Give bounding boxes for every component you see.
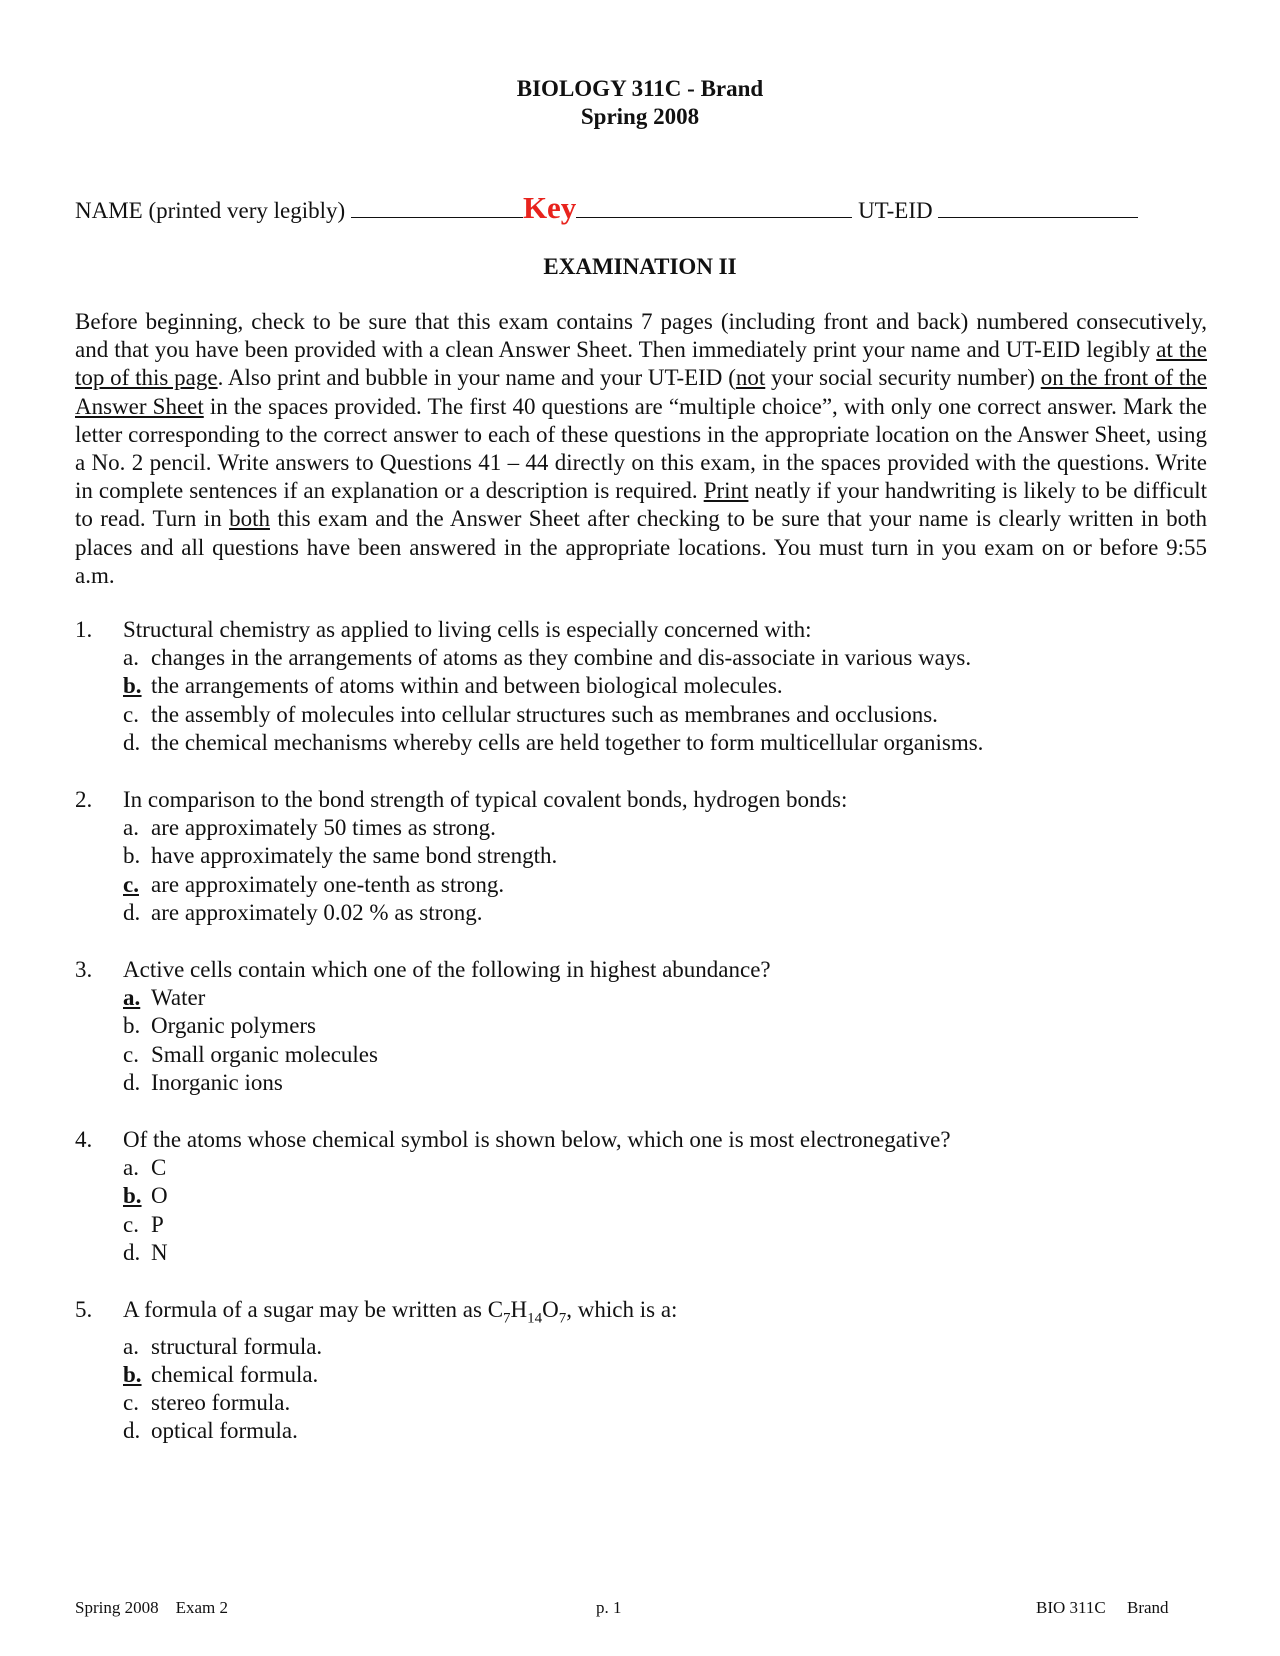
option-c: c. Small organic molecules [123,1041,378,1067]
footer-page-number: p. 1 [596,1598,622,1617]
instr-text-5: neatly if your handwriting is likely to be difficult to read. Turn in [75,478,1207,532]
option-d: d. optical formula. [123,1418,298,1444]
option-c-correct: c. are approximately one-tenth as strong. [123,871,505,897]
question-number: 5. [75,1297,93,1322]
option-a: a. C [123,1155,167,1181]
option-a-correct: a. Water [123,985,206,1011]
question-stem [75,616,1215,644]
instr-underline-1: at the top of this page [75,337,1207,391]
question-stem: 5. A formula of a sugar may be written as $C_7H_{14}O_7$, which is a: [75,1297,678,1327]
question-text: A formula of a sugar may be written as C [123,1297,504,1322]
instr-underline-3: on the front of the Answer Sheet [75,365,1207,419]
question-number: 2. [75,787,93,812]
question-3 [75,956,1215,1097]
question-text: Structural chemistry as applied to living cells is especially concerned with: [123,617,812,642]
instr-text-1: Before beginning, check to be sure that this exam contains 7 pages (including front and back) numbered consecutively, and that you have been provided with a clean Answer Sheet. Then immediately print your name and UT-EID legibly [75,309,1207,363]
question-number: 4. [75,1127,93,1152]
option-a: a. changes in the arrangements of atoms as they combine and dis-associate in various ways. [123,645,972,671]
option-b: b. have approximately the same bond strength. [123,843,558,869]
instr-underline-2: not [735,365,766,391]
instr-text-3: your social security number) [765,365,1041,391]
footer-right: BIO 311C Brand [1036,1598,1169,1617]
instr-underline-4: Print [703,478,749,504]
name-blank-left [351,197,523,218]
option-d: d. N [123,1239,168,1265]
name-label: NAME (printed very legibly) [75,198,346,223]
question-1 [75,616,1215,757]
question-stem [75,1126,1215,1154]
instr-text-6: this exam and the Answer Sheet after checking to be sure that your name is clearly written in both places and all questions have been answered in the appropriate locations. You must turn in you exam on or before 9:55 a.m. [75,506,1207,588]
instructions-paragraph [75,308,1207,590]
option-c: c. stereo formula. [123,1390,291,1416]
question-stem [75,786,1215,814]
question-number: 1. [75,617,93,642]
option-b-correct: b. O [123,1183,168,1209]
instr-text-2: . Also print and bubble in your name and your UT-EID ( [217,365,736,391]
uteid-label: UT-EID [858,198,933,223]
option-b-correct: b. chemical formula. [123,1362,319,1387]
option-c: c. the assembly of molecules into cellular structures such as membranes and occlusions. [123,701,938,727]
option-a: a. structural formula. [123,1333,323,1359]
option-c: c. P [123,1211,164,1237]
option-d: d. the chemical mechanisms whereby cells are held together to form multicellular organisms. [123,729,984,755]
question-4 [75,1126,1215,1267]
option-b: b. Organic polymers [123,1013,317,1039]
footer-left: Spring 2008 Exam 2 [75,1598,228,1617]
key-answer: Key [522,190,577,225]
question-text: Active cells contain which one of the following in highest abundance? [123,957,771,982]
question-5 [75,1296,1215,1446]
option-b-correct: b. the arrangements of atoms within and between biological molecules. [123,673,783,699]
question-number: 3. [75,957,93,982]
option-d: d. Inorganic ions [123,1069,283,1095]
exam-title: EXAMINATION II [543,254,737,279]
question-2 [75,786,1215,927]
course-title: BIOLOGY 311C - Brand [516,76,764,101]
uteid-blank [938,197,1138,218]
option-d: d. are approximately 0.02 % as strong. [123,899,483,925]
instr-text-4: in the spaces provided. The first 40 questions are “multiple choice”, with only one correct answer. Mark the letter corresponding to the correct answer to each of these questions in the appropriate location on the Answer Sheet, using a No. 2 pencil. Write answers to Questions 41 – 44 directly on this exam, in the spaces provided with the questions. Write in complete sentences if an explanation or a description is required. [75,393,1207,504]
term-title: Spring 2008 [580,104,700,129]
question-text: In comparison to the bond strength of typical covalent bonds, hydrogen bonds: [123,787,848,812]
instr-underline-5: both [229,506,270,532]
question-stem [75,956,1215,984]
name-blank-right [576,197,852,218]
option-a: a. are approximately 50 times as strong. [123,815,496,841]
question-text: Of the atoms whose chemical symbol is shown below, which one is most electronegative? [123,1127,951,1152]
name-line [75,190,1185,226]
